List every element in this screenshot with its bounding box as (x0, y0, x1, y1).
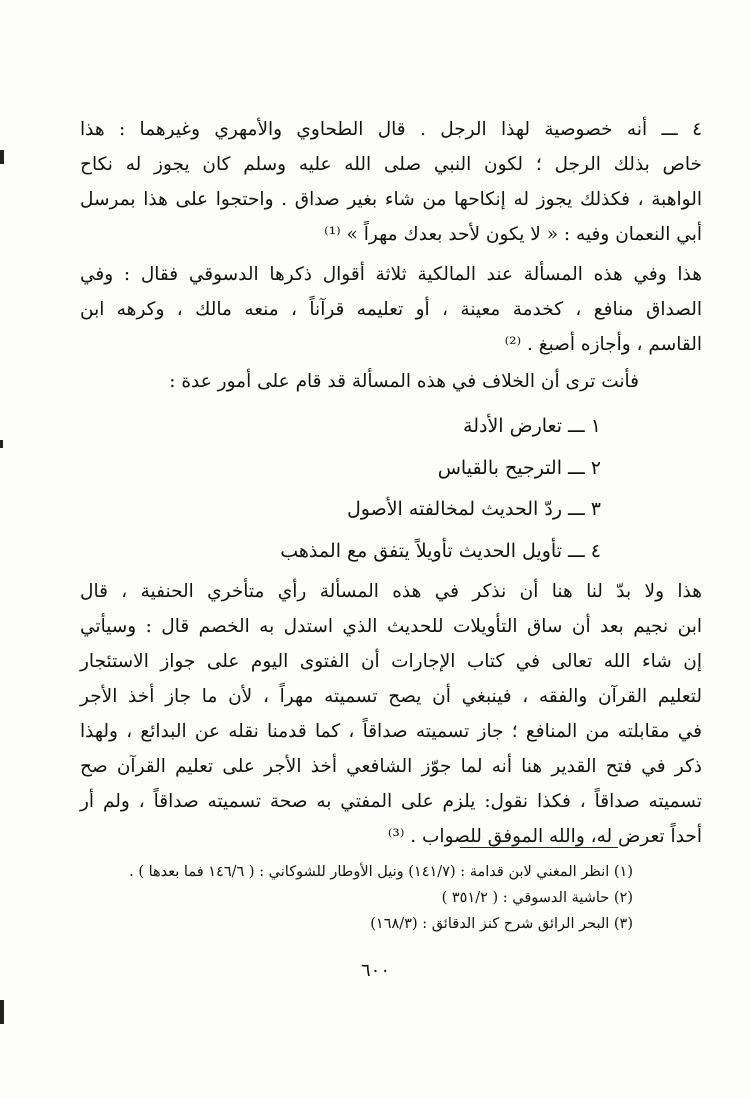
footnote: (١) انظر المغني لابن قدامة : (١٤١/٧) ونيل الأوطار للشوكاني : ( ١٤٦/٦ فما بعدها ) . (129, 864, 633, 880)
paragraph-3-line: ابن نجيم بعد أن ساق التأويلات للحديث الذي استدل به الخصم قال : وسيأتي (80, 616, 702, 637)
paragraph-2-line: هذا وفي هذه المسألة عند المالكية ثلاثة أقوال ذكرها الدسوقي فقال : وفي (80, 264, 702, 285)
intro-line: فأنت ترى أن الخلاف في هذه المسألة قد قام على أمور عدة : (169, 371, 639, 392)
paragraph-1-line: ٤ ـــ أنه خصوصية لهذا الرجل . قال الطحاوي والأمهري وغيرهما : هذا (80, 119, 702, 140)
scan-edge-mark (0, 440, 3, 448)
footnote: (٢) حاشية الدسوقي : ( ٣٥١/٢ ) (441, 890, 633, 906)
paragraph-3-line: أحداً تعرض له، والله الموفق للصواب . ⁽³⁾ (387, 826, 702, 847)
scan-edge-mark (0, 150, 4, 164)
list-item: ١ ـــ تعارض الأدلة (463, 415, 601, 437)
paragraph-3-line: إن شاء الله تعالى في كتاب الإجارات أن الفتوى اليوم على جواز الاستئجار (80, 651, 702, 672)
paragraph-1-line: الواهبة ، فكذلك يجوز له إنكاحها من شاء بغير صداق . واحتجوا على هذا بمرسل (80, 189, 702, 210)
scan-edge-mark (0, 1000, 4, 1024)
paragraph-1-line: خاص بذلك الرجل ؛ لكون النبي صلى الله عليه وسلم كان يجوز له نكاح (80, 154, 702, 175)
paragraph-3-line: في مقابلته من المنافع ؛ جاز تسميته صداقاً ، كما قدمنا نقله عن البدائع ، ولهذا (80, 721, 702, 742)
footnote: (٣) البحر الرائق شرح كنز الدقائق : (١٦٨/٣) (370, 916, 633, 932)
list-item: ٤ ـــ تأويل الحديث تأويلاً يتفق مع المذهب (280, 540, 601, 562)
paragraph-3-line: هذا ولا بدّ لنا هنا أن نذكر في هذه المسألة رأي متأخري الحنفية ، قال (80, 581, 702, 602)
footnote-divider (460, 847, 618, 848)
paragraph-2-line: الصداق منافع ، كخدمة معينة ، أو تعليمه قرآناً ، منعه مالك ، وكرهه ابن (80, 299, 702, 320)
paragraph-3-line: تسميته صداقاً ، فكذا نقول: يلزم على المفتي به صحة تسميته صداقاً ، ولم أر (80, 791, 702, 812)
paragraph-3-line: لتعليم القرآن والفقه ، فينبغي أن يصح تسميته مهراً ، لأن ما جاز أخذ الأجر (80, 686, 702, 707)
list-item: ٢ ـــ الترجيح بالقياس (437, 457, 601, 479)
paragraph-1-line: أبي النعمان وفيه : « لا يكون لأحد بعدك مهراً » ⁽¹⁾ (324, 224, 702, 245)
paragraph-3-line: ذكر في فتح القدير هنا أنه لما جوّز الشافعي أخذ الأجر على تعليم القرآن صح (80, 756, 702, 777)
list-item: ٣ ـــ ردّ الحديث لمخالفته الأصول (346, 498, 601, 520)
paragraph-2-line: القاسم ، وأجازه أصبغ . ⁽²⁾ (504, 334, 702, 355)
page-number: ٦٠٠ (360, 960, 390, 981)
